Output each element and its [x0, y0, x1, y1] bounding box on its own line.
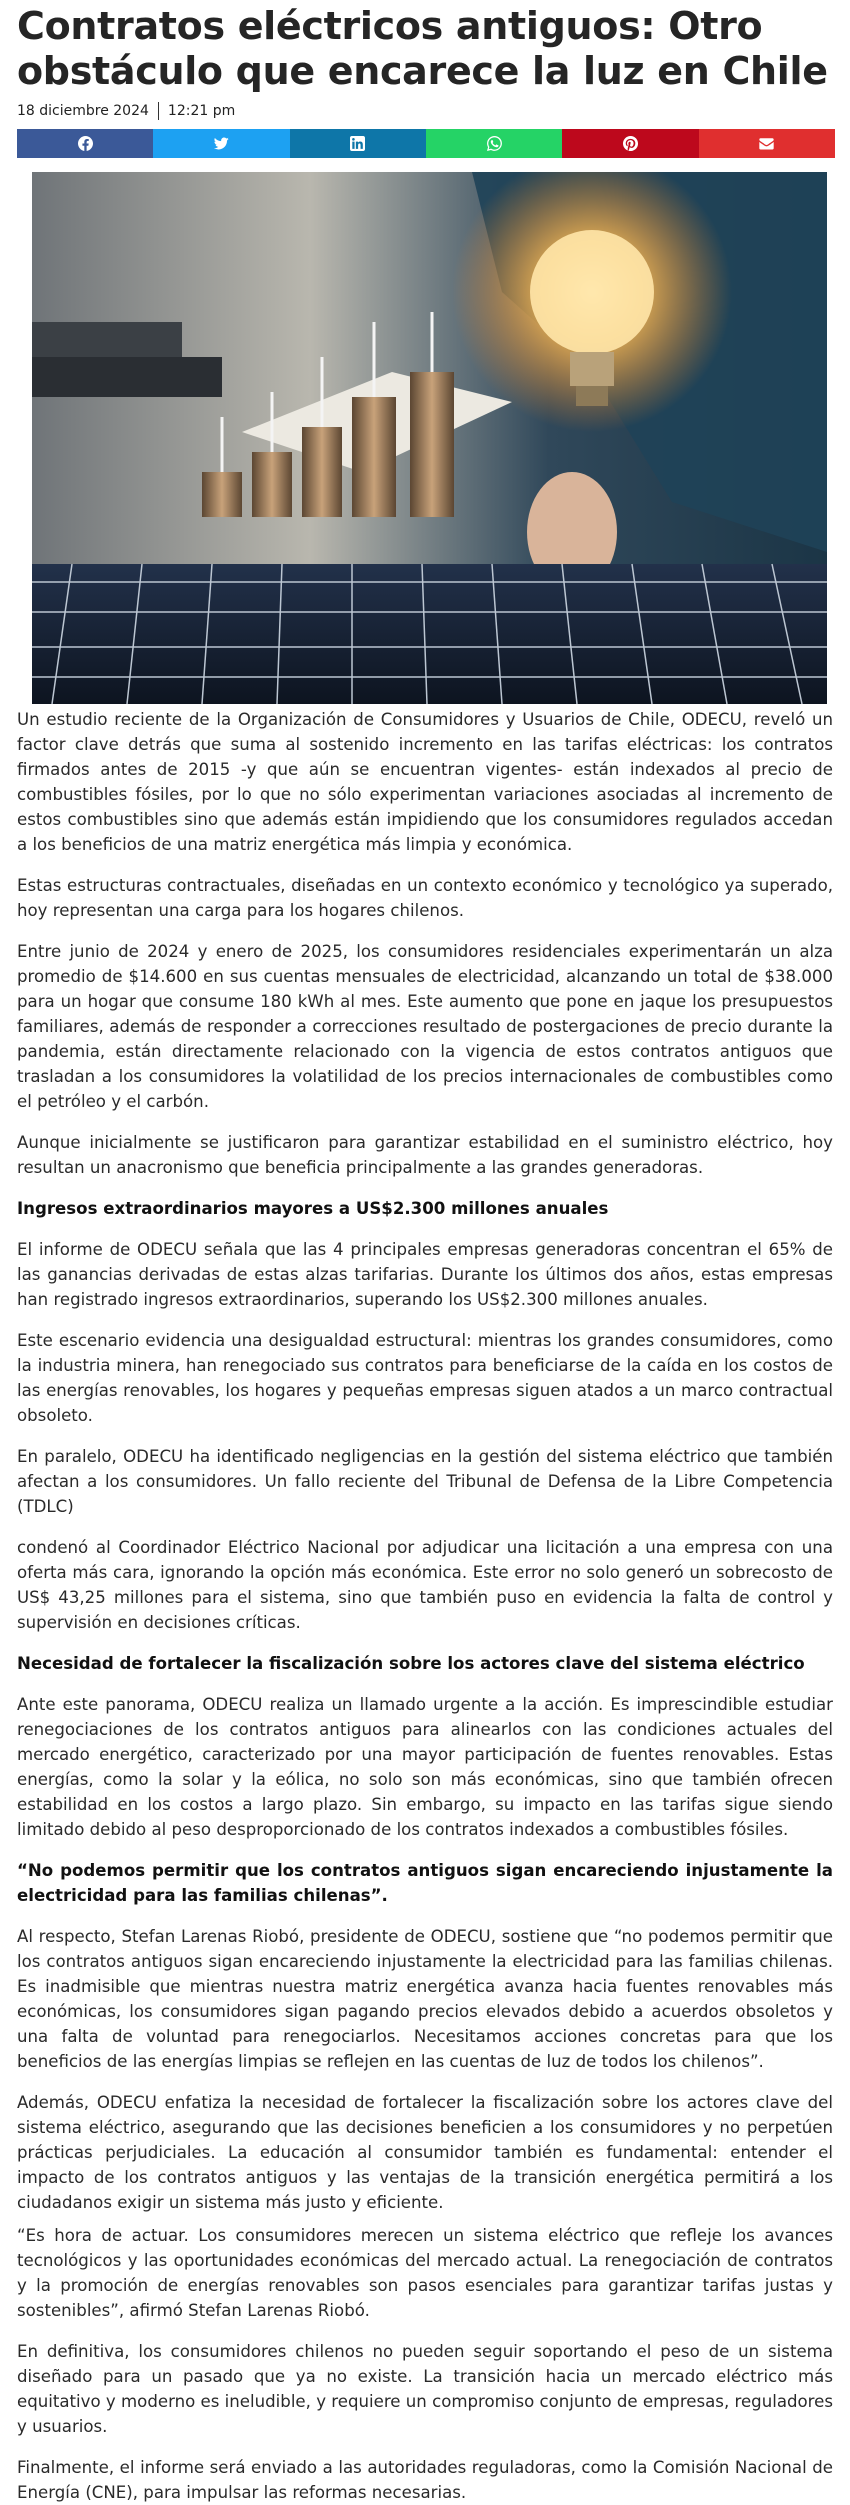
article-title: Contratos eléctricos antiguos: Otro obstáculo que encarece la luz en Chile: [17, 4, 828, 93]
share-linkedin-button[interactable]: [290, 129, 426, 158]
paragraph: Además, ODECU enfatiza la necesidad de fortalecer la fiscalización sobre los actores clave del sistema eléctrico, asegurando que las decisiones beneficien a los consumidores y no perpetúen prácticas perjudiciales. La educación al consumidor también es fundamental: entender el impacto de los contratos antiguos y las ventajas de la transición energética permitirá a los ciudadanos exigir un sistema más justo y eficiente.: [17, 2093, 833, 2212]
article-time: 12:21 pm: [167, 103, 236, 119]
lightbulb-solar-coins-illustration: [32, 172, 827, 704]
paragraph: Estas estructuras contractuales, diseñadas en un contexto económico y tecnológico ya superado, hoy representan una carga para los hogares chilenos.: [17, 876, 833, 920]
share-twitter-button[interactable]: [153, 129, 289, 158]
share-whatsapp-button[interactable]: [426, 129, 562, 158]
pinterest-icon: [623, 136, 638, 151]
paragraph: Entre junio de 2024 y enero de 2025, los consumidores residenciales experimentarán un alza promedio de $14.600 en sus cuentas mensuales de electricidad, alcanzando un total de $38.000 para un hogar que consume 180 kWh al mes. Este aumento que pone en jaque los presupuestos familiares, además de responder a correcciones resultado de postergaciones de precio durante la pandemia, están directamente relacionado con la vigencia de estos contratos antiguos que trasladan a los consumidores la volatilidad de los precios internacionales de combustibles como el petróleo y el carbón.: [17, 942, 833, 1111]
quote-heading: “No podemos permitir que los contratos antiguos sigan encareciendo injustamente la electricidad para las familias chilenas”.: [17, 1861, 833, 1905]
paragraph: Finalmente, el informe será enviado a las autoridades reguladoras, como la Comisión Nacional de Energía (CNE), para impulsar las reformas necesarias.: [17, 2458, 833, 2502]
meta-divider: [158, 102, 159, 120]
paragraph: Al respecto, Stefan Larenas Riobó, presidente de ODECU, sostiene que “no podemos permitir que los contratos antiguos sigan encareciendo injustamente la electricidad para las familias chilenas. Es inadmisible que mientras nuestra matriz energética avanza hacia fuentes renovables más económicas, los consumidores sigan pagando precios elevados debido a acuerdos obsoletos y una falta de voluntad para renegociarlos. Necesitamos acciones concretas para que los beneficios de las energías limpias se reflejen en las cuentas de luz de todos los chilenos”.: [17, 1927, 833, 2071]
article-body: [17, 707, 833, 2505]
share-facebook-button[interactable]: [17, 129, 153, 158]
paragraph: Ante este panorama, ODECU realiza un llamado urgente a la acción. Es imprescindible estudiar renegociaciones de los contratos antiguos para alinearlos con las condiciones actuales del mercado energético, caracterizado por una mayor participación de fuentes renovables. Estas energías, como la solar y la eólica, no solo son más económicas, sino que también ofrecen estabilidad en los costos a largo plazo. Sin embargo, su impacto en las tarifas sigue siendo limitado debido al peso desproporcionado de los contratos indexados a combustibles fósiles.: [17, 1695, 833, 1839]
article-date: 18 diciembre 2024: [17, 103, 149, 119]
paragraph: En paralelo, ODECU ha identificado negligencias en la gestión del sistema eléctrico que también afectan a los consumidores. Un fallo reciente del Tribunal de Defensa de la Libre Competencia (TDLC): [17, 1447, 833, 1516]
paragraph: condenó al Coordinador Eléctrico Nacional por adjudicar una licitación a una empresa con una oferta más cara, ignorando la opción más económica. Este error no solo generó un sobrecosto de US$ 43,25 millones para el sistema, sino que también puso en evidencia la falta de control y supervisión en decisiones críticas.: [17, 1538, 833, 1632]
paragraph: “Es hora de actuar. Los consumidores merecen un sistema eléctrico que refleje los avances tecnológicos y las oportunidades económicas del mercado actual. La renegociación de contratos y la promoción de energías renovables son pasos esenciales para garantizar tarifas justas y sostenibles”, afirmó Stefan Larenas Riobó.: [17, 2226, 833, 2320]
whatsapp-icon: [487, 136, 502, 151]
email-icon: [759, 136, 774, 151]
share-pinterest-button[interactable]: [562, 129, 698, 158]
paragraph: Aunque inicialmente se justificaron para garantizar estabilidad en el suministro eléctrico, hoy resultan un anacronismo que beneficia principalmente a las grandes generadoras.: [17, 1133, 833, 1177]
hero-image: [32, 172, 827, 704]
twitter-icon: [214, 136, 229, 151]
paragraph: Un estudio reciente de la Organización de Consumidores y Usuarios de Chile, ODECU, reveló un factor clave detrás que suma al sostenido incremento en las tarifas eléctricas: los contratos firmados antes de 2015 -y que aún se encuentran vigentes- están indexados al precio de combustibles fósiles, por lo que no sólo experimentan variaciones asociadas al incremento de estos combustibles sino que además están impidiendo que los consumidores regulados accedan a los beneficios de una matriz energética más limpia y económica.: [17, 710, 833, 854]
section-heading: Necesidad de fortalecer la fiscalización sobre los actores clave del sistema eléctrico: [17, 1654, 805, 1673]
share-bar: [17, 129, 835, 158]
linkedin-icon: [350, 136, 365, 151]
paragraph: Este escenario evidencia una desigualdad estructural: mientras los grandes consumidores, como la industria minera, han renegociado sus contratos para beneficiarse de la caída en los costos de las energías renovables, los hogares y pequeñas empresas siguen atados a un marco contractual obsoleto.: [17, 1331, 833, 1425]
facebook-icon: [78, 136, 93, 151]
article-meta: [17, 100, 833, 122]
share-email-button[interactable]: [699, 129, 835, 158]
paragraph: En definitiva, los consumidores chilenos no pueden seguir soportando el peso de un sistema diseñado para un pasado que ya no existe. La transición hacia un mercado eléctrico más equitativo y moderno es ineludible, y requiere un compromiso conjunto de empresas, reguladores y usuarios.: [17, 2342, 833, 2436]
section-heading: Ingresos extraordinarios mayores a US$2.300 millones anuales: [17, 1199, 609, 1218]
paragraph: El informe de ODECU señala que las 4 principales empresas generadoras concentran el 65% de las ganancias derivadas de estas alzas tarifarias. Durante los últimos dos años, estas empresas han registrado ingresos extraordinarios, superando los US$2.300 millones anuales.: [17, 1240, 833, 1309]
